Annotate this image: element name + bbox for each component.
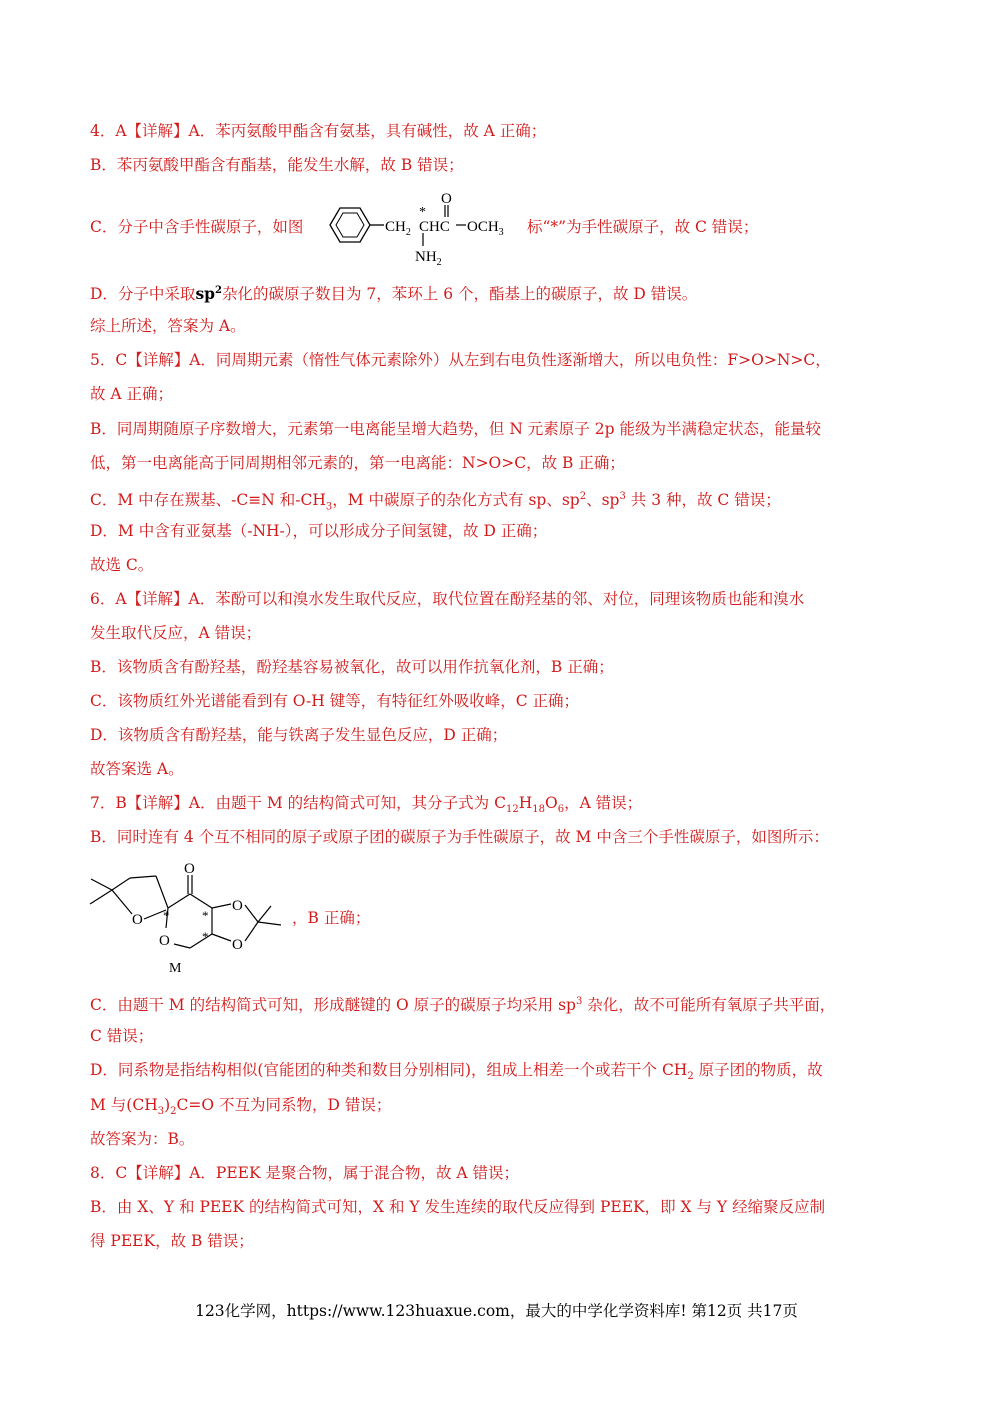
q5-option-b-line1: B．同周期随原子序数增大，元素第一电离能呈增大趋势，但 N 元素原子 2p 能级为半满稳定状态，能量较 — [90, 420, 821, 438]
mol-ch2: $CH_2$ — [385, 219, 411, 238]
q7-option-b-post: ，B 正确； — [292, 909, 371, 927]
q4-option-d: D．分子中采取$sp^2$杂化的碳原子数目为 7，苯环上 6 个，酯基上的碳原子，故 D 错误。 — [90, 284, 698, 304]
q7-summary: 故答案为：B。 — [90, 1130, 195, 1148]
m-chiral-star-1: * — [163, 908, 170, 923]
q6-answer-a-line2: 发生取代反应，A 错误； — [90, 624, 262, 642]
q4-option-c-text: C．分子中含手性碳原子，如图 — [90, 218, 304, 236]
q4-sp2: $sp^2$ — [195, 284, 222, 304]
q7-option-c-line2: C 错误； — [90, 1027, 154, 1045]
m-oxygen-top-right: O — [232, 898, 243, 914]
q5-summary: 故选 C。 — [90, 556, 154, 574]
q6-option-b: B．该物质含有酚羟基，酚羟基容易被氧化，故可以用作抗氧化剂，B 正确； — [90, 658, 614, 676]
mol-carbonyl-oxygen: O — [441, 191, 452, 207]
mol-chiral-star: * — [419, 205, 426, 220]
mol-nh2: $NH_2$ — [415, 249, 442, 266]
q7-option-d-line1: D．同系物是指结构相似(官能团的种类和数目分别相同)，组成上相差一个或若干个 $CH_2$ 原子团的物质，故 — [90, 1061, 823, 1083]
m-oxygen-left: O — [132, 912, 143, 928]
q5-option-d: D．M 中含有亚氨基（-NH-），可以形成分子间氢键，故 D 正确； — [90, 522, 548, 540]
q6-summary: 故答案选 A。 — [90, 760, 184, 778]
m-oxygen-bottom-right: O — [232, 937, 243, 953]
m-ring-oxygen: O — [159, 933, 170, 949]
q4-option-c-post: 标“*”为手性碳原子，故 C 错误； — [527, 218, 759, 236]
compound-m-structure — [88, 858, 293, 980]
q6-option-d: D．该物质含有酚羟基，能与铁离子发生显色反应，D 正确； — [90, 726, 508, 744]
q5-answer-a-line2: 故 A 正确； — [90, 385, 174, 403]
mol-och3: $OCH_3$ — [467, 219, 504, 238]
q5-option-c: C．M 中存在羰基、-C≡N 和$-CH_3$，M 中碳原子的杂化方式有 sp、$sp^2$、$sp^3$ 共 3 种，故 C 错误； — [90, 491, 781, 513]
m-label: M — [169, 961, 182, 976]
q7-option-b: B．同时连有 4 个互不相同的原子或原子团的碳原子为手性碳原子，故 M 中含三个手性碳原子，如图所示： — [90, 828, 829, 846]
q4-option-b: B．苯丙氨酸甲酯含有酯基，能发生水解，故 B 错误； — [90, 156, 464, 174]
q6-option-c: C．该物质红外光谱能看到有 O-H 键等，有特征红外吸收峰，C 正确； — [90, 692, 580, 710]
q8-option-b-line1: B．由 X、Y 和 PEEK 的结构简式可知，X 和 Y 发生连续的取代反应得到 PEEK，即 X 与 Y 经缩聚反应制 — [90, 1198, 826, 1216]
mol-chc: CHC — [419, 219, 450, 235]
m-chiral-star-3: * — [202, 929, 209, 944]
q5-answer-a-line1: 5．C【详解】A．同周期元素（惰性气体元素除外）从左到右电负性逐渐增大，所以电负性：F>O>N>C， — [90, 351, 831, 369]
q4-summary: 综上所述，答案为 A。 — [90, 317, 246, 335]
q8-answer-a: 8．C【详解】A．PEEK 是聚合物，属于混合物，故 A 错误； — [90, 1164, 520, 1182]
q5-option-b-line2: 低，第一电离能高于同周期相邻元素的，第一电离能：N>O>C，故 B 正确； — [90, 454, 625, 472]
page-footer: 123化学网，https://www.123huaxue.com，最大的中学化学资料库! 第12页 共17页 — [195, 1302, 798, 1320]
m-chiral-star-2: * — [202, 908, 209, 923]
phenylalanine-methyl-ester-structure — [328, 186, 528, 266]
q7-answer-a: 7．B【详解】A．由题干 M 的结构简式可知，其分子式为 $C_{12}H_{18}O_6$，A 错误； — [90, 794, 643, 816]
q8-option-b-line2: 得 PEEK，故 B 错误； — [90, 1232, 254, 1250]
m-ketone-oxygen: O — [184, 861, 195, 877]
q7-option-c-line1: C．由题干 M 的结构简式可知，形成醚键的 O 原子的碳原子均采用 $sp^3$ 杂化，故不可能所有氧原子共平面， — [90, 996, 836, 1015]
q4-answer-a: 4．A【详解】A．苯丙氨酸甲酯含有氨基，具有碱性，故 A 正确； — [90, 122, 547, 140]
q6-answer-a-line1: 6．A【详解】A．苯酚可以和溴水发生取代反应，取代位置在酚羟基的邻、对位，同理该物质也能和溴水 — [90, 590, 805, 608]
q4-option-c — [90, 216, 303, 238]
q7-option-d-line2: M 与$(CH_3)_2C=O$ 不互为同系物，D 错误； — [90, 1096, 392, 1118]
